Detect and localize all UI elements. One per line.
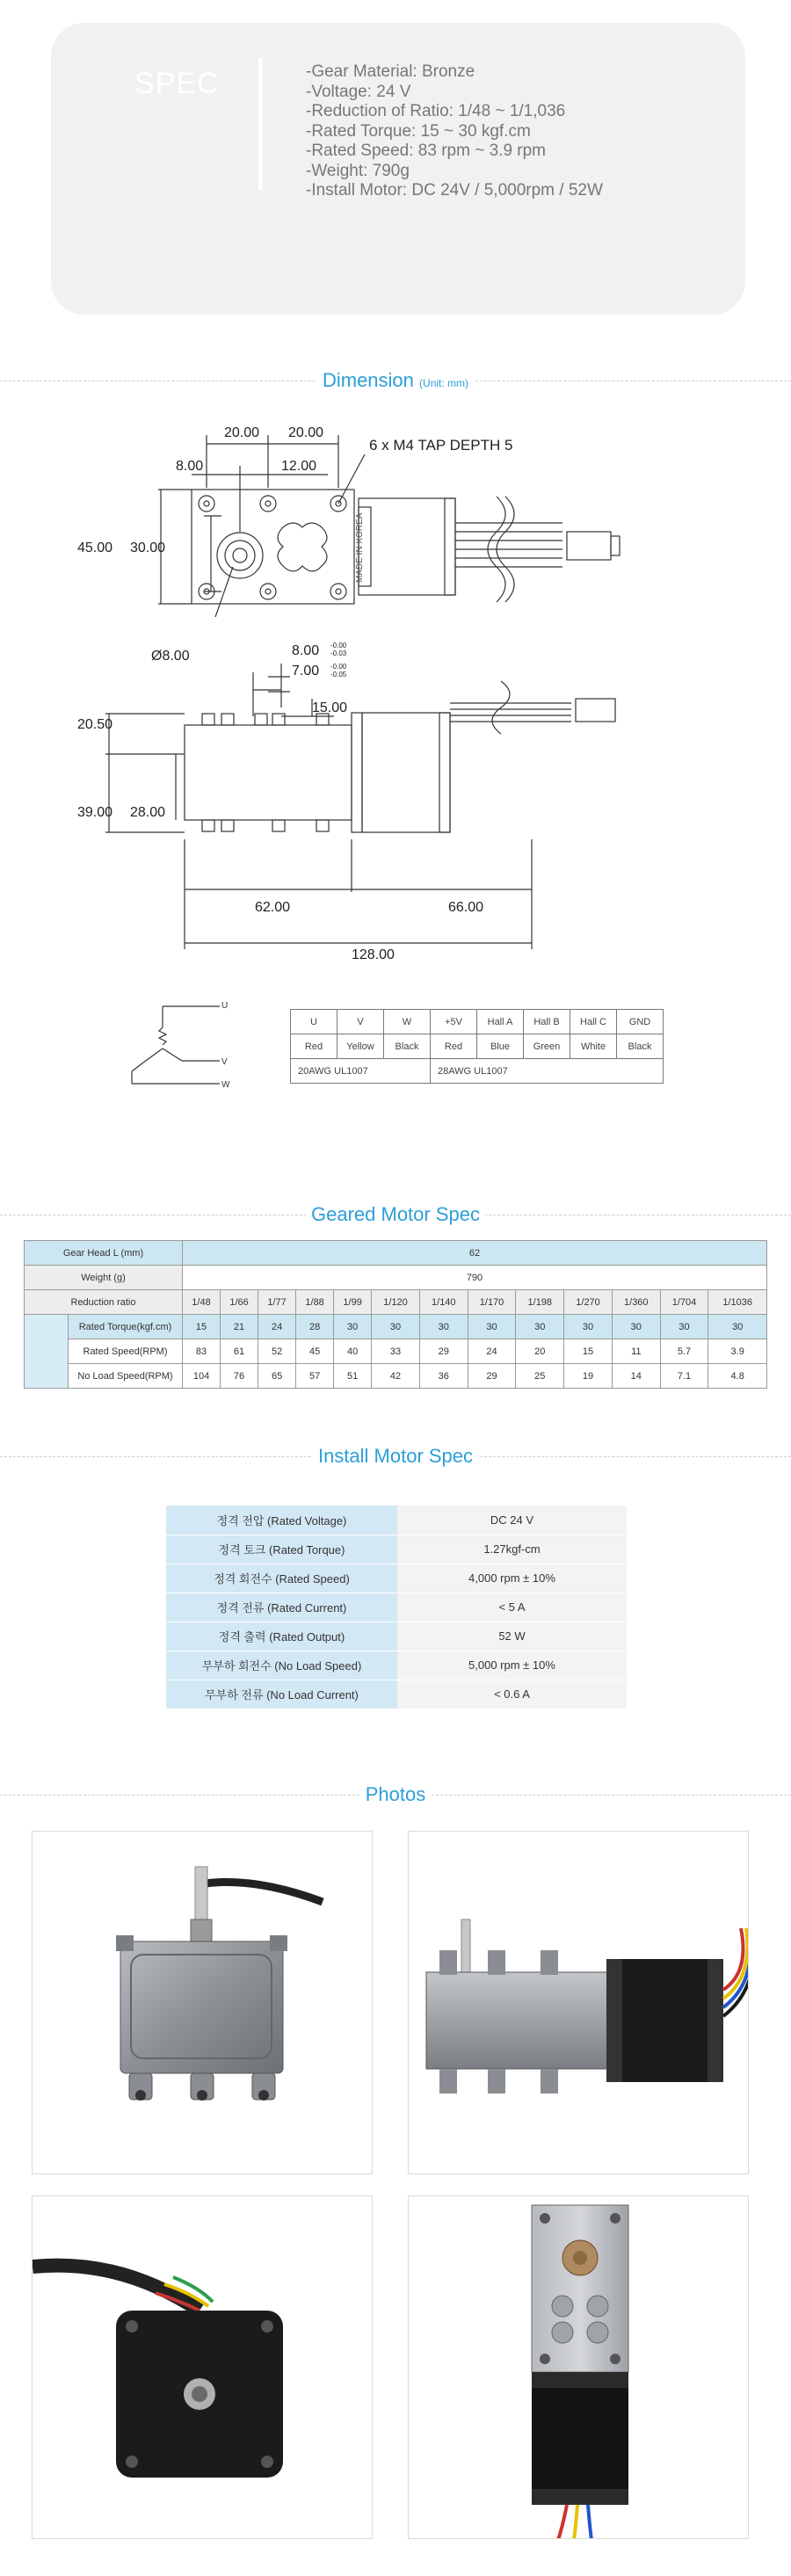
dim-12: 12.00 <box>281 459 317 474</box>
dimension-unit: (Unit: mm) <box>419 377 469 389</box>
winding-schematic <box>114 998 237 1090</box>
table-cell: 30 <box>468 1315 516 1339</box>
table-cell: 14 <box>612 1364 660 1389</box>
wiring-color-row <box>291 1034 664 1059</box>
gearmotor-top-image <box>409 2196 748 2538</box>
install-value: 5,000 rpm ± 10% <box>397 1651 627 1680</box>
ratio-cell: 1/170 <box>468 1290 516 1315</box>
ratio-cell: 1/120 <box>372 1290 420 1315</box>
row-label: Rated Torque(kgf.cm) <box>69 1315 183 1339</box>
install-value: < 5 A <box>397 1593 627 1622</box>
photos-heading <box>0 1781 791 1808</box>
table-cell: 28 <box>296 1315 334 1339</box>
row-label: Rated Speed(RPM) <box>69 1339 183 1364</box>
winding-u: U <box>221 1001 229 1011</box>
wiring-table <box>290 1009 664 1084</box>
ratio-cell: 1/1036 <box>708 1290 767 1315</box>
install-value: 4,000 rpm ± 10% <box>397 1564 627 1593</box>
dimension-heading <box>0 367 791 394</box>
dimension-drawing <box>53 400 633 1015</box>
install-title: Install Motor Spec <box>313 1443 478 1469</box>
ratio-cell: 1/704 <box>660 1290 708 1315</box>
dim-phi8: Ø8.00 <box>151 649 190 664</box>
table-cell: 33 <box>372 1339 420 1364</box>
install-value: < 0.6 A <box>397 1680 627 1709</box>
table-row <box>166 1593 627 1622</box>
ratio-label: Reduction ratio <box>25 1290 183 1315</box>
dim-key7-tol-dn: -0.05 <box>330 671 347 678</box>
table-cell: 29 <box>468 1364 516 1389</box>
dim-128: 128.00 <box>352 947 395 962</box>
table-cell: 104 <box>183 1364 221 1389</box>
table-row <box>166 1506 627 1535</box>
table-row <box>166 1680 627 1709</box>
product-photo-motor-rear <box>32 2195 373 2539</box>
install-key: 정격 회전수 (Rated Speed) <box>166 1564 397 1593</box>
table-cell: 24 <box>468 1339 516 1364</box>
weight-value: 790 <box>183 1266 767 1290</box>
ratio-cell: 1/48 <box>183 1290 221 1315</box>
dim-62: 62.00 <box>255 900 291 915</box>
product-photo-side <box>408 1831 749 2174</box>
ratio-cell: 1/140 <box>419 1290 468 1315</box>
dim-key8: 8.00 <box>292 643 320 658</box>
product-photo-top <box>408 2195 749 2539</box>
table-cell: 51 <box>334 1364 372 1389</box>
wire-header: +5V <box>431 1010 477 1034</box>
gear-head-label: Gear Head L (mm) <box>25 1241 183 1266</box>
made-in-korea: MADE IN KOREA <box>355 512 365 583</box>
row-label: No Load Speed(RPM) <box>69 1364 183 1389</box>
ratio-cell: 1/198 <box>516 1290 564 1315</box>
table-cell: 30 <box>516 1315 564 1339</box>
spec-item: -Weight: 790g <box>306 161 410 180</box>
dim-20-left: 20.00 <box>224 425 260 440</box>
table-cell: 19 <box>564 1364 613 1389</box>
table-row <box>25 1290 767 1315</box>
table-row <box>25 1266 767 1290</box>
spec-item: -Rated Speed: 83 rpm ~ 3.9 rpm <box>306 141 547 160</box>
table-cell: 15 <box>183 1315 221 1339</box>
dim-key7-tol-up: -0.00 <box>330 663 347 671</box>
wire-color: Green <box>524 1034 570 1059</box>
winding-w: W <box>221 1080 230 1090</box>
table-cell: 21 <box>221 1315 258 1339</box>
table-row <box>25 1339 767 1364</box>
wire-header: GND <box>617 1010 664 1034</box>
geared-title: Geared Motor Spec <box>306 1201 485 1228</box>
dim-key7: 7.00 <box>292 664 320 678</box>
install-spec-table <box>166 1506 627 1709</box>
table-cell: 5.7 <box>660 1339 708 1364</box>
gear-head-value: 62 <box>183 1241 767 1266</box>
table-cell: 52 <box>258 1339 296 1364</box>
product-photo-front <box>32 1831 373 2174</box>
table-cell: 3.9 <box>708 1339 767 1364</box>
install-key: 무부하 회전수 (No Load Speed) <box>166 1651 397 1680</box>
dim-20-5: 20.50 <box>77 717 113 732</box>
table-cell: 29 <box>419 1339 468 1364</box>
spec-list <box>306 62 603 201</box>
spec-item: -Install Motor: DC 24V / 5,000rpm / 52W <box>306 181 603 200</box>
gearbox-face <box>192 490 354 604</box>
wire-color: Red <box>431 1034 477 1059</box>
wire-gauge-right: 28AWG UL1007 <box>431 1059 664 1084</box>
wire-header: V <box>337 1010 384 1034</box>
spec-item: -Gear Material: Bronze <box>306 62 475 81</box>
geared-spec-table <box>24 1240 767 1389</box>
wire-header: Hall C <box>570 1010 617 1034</box>
wire-color: Red <box>291 1034 337 1059</box>
table-cell: 30 <box>419 1315 468 1339</box>
table-row <box>166 1564 627 1593</box>
ratio-cell: 1/77 <box>258 1290 296 1315</box>
table-cell: 20 <box>516 1339 564 1364</box>
table-row <box>166 1651 627 1680</box>
table-cell: 57 <box>296 1364 334 1389</box>
table-cell: 30 <box>660 1315 708 1339</box>
motor-rear-image <box>33 2196 372 2538</box>
table-cell: 30 <box>612 1315 660 1339</box>
table-row <box>166 1622 627 1651</box>
ratio-cell: 1/66 <box>221 1290 258 1315</box>
table-cell: 30 <box>564 1315 613 1339</box>
dim-8: 8.00 <box>176 459 204 474</box>
table-cell: 36 <box>419 1364 468 1389</box>
spec-item: -Voltage: 24 V <box>306 82 411 101</box>
gearbox-front-image <box>33 1832 372 2173</box>
wire-header: Hall A <box>477 1010 524 1034</box>
table-cell: 76 <box>221 1364 258 1389</box>
dim-66: 66.00 <box>448 900 484 915</box>
spec-title: SPEC <box>134 67 220 100</box>
wiring-gauge-row <box>291 1059 664 1084</box>
wire-header: W <box>384 1010 431 1034</box>
spec-divider <box>258 58 263 190</box>
install-value: 52 W <box>397 1622 627 1651</box>
table-cell: 4.8 <box>708 1364 767 1389</box>
gearmotor-side-image <box>409 1832 748 2173</box>
dim-30: 30.00 <box>130 541 166 555</box>
table-cell: 83 <box>183 1339 221 1364</box>
install-heading <box>0 1443 791 1469</box>
table-cell: 30 <box>334 1315 372 1339</box>
table-row <box>25 1364 767 1389</box>
table-cell: 45 <box>296 1339 334 1364</box>
table-cell: 30 <box>708 1315 767 1339</box>
dim-key8-tol-up: -0.00 <box>330 642 347 649</box>
table-cell: 24 <box>258 1315 296 1339</box>
install-key: 정격 출력 (Rated Output) <box>166 1622 397 1651</box>
wire-color: White <box>570 1034 617 1059</box>
table-row <box>25 1241 767 1266</box>
geared-heading <box>0 1201 791 1228</box>
table-cell: 40 <box>334 1339 372 1364</box>
table-cell: 42 <box>372 1364 420 1389</box>
table-row <box>25 1315 767 1339</box>
table-cell: 25 <box>516 1364 564 1389</box>
table-cell: 61 <box>221 1339 258 1364</box>
table-row <box>166 1535 627 1564</box>
wire-color: Black <box>617 1034 664 1059</box>
wire-header: U <box>291 1010 337 1034</box>
table-cell: 11 <box>612 1339 660 1364</box>
dimension-title: Dimension <box>322 369 414 391</box>
dim-28: 28.00 <box>130 805 166 820</box>
install-key: 무부하 전류 (No Load Current) <box>166 1680 397 1709</box>
dim-45: 45.00 <box>77 541 113 555</box>
dim-15: 15.00 <box>312 700 348 715</box>
install-key: 정격 전압 (Rated Voltage) <box>166 1506 397 1535</box>
dimension-drawing-svg <box>53 400 633 1015</box>
install-value: 1.27kgf-cm <box>397 1535 627 1564</box>
gearbox-side <box>185 725 352 820</box>
table-cell: 65 <box>258 1364 296 1389</box>
spec-item: -Reduction of Ratio: 1/48 ~ 1/1,036 <box>306 102 566 120</box>
spec-item: -Rated Torque: 15 ~ 30 kgf.cm <box>306 121 531 141</box>
table-cell: 15 <box>564 1339 613 1364</box>
photos-title: Photos <box>360 1781 432 1808</box>
table-cell: 7.1 <box>660 1364 708 1389</box>
wire-color: Black <box>384 1034 431 1059</box>
table-cell: 30 <box>372 1315 420 1339</box>
dim-key8-tol-dn: -0.03 <box>330 649 347 657</box>
install-value: DC 24 V <box>397 1506 627 1535</box>
winding-v: V <box>221 1057 228 1067</box>
wire-color: Blue <box>477 1034 524 1059</box>
row-group-marker <box>25 1315 69 1389</box>
ratio-cell: 1/88 <box>296 1290 334 1315</box>
weight-label: Weight (g) <box>25 1266 183 1290</box>
dim-20-right: 20.00 <box>288 425 324 440</box>
spec-card <box>51 23 745 315</box>
wire-gauge-left: 20AWG UL1007 <box>291 1059 431 1084</box>
dim-39: 39.00 <box>77 805 113 820</box>
dim-tap: 6 x M4 TAP DEPTH 5 <box>369 437 513 454</box>
ratio-cell: 1/270 <box>564 1290 613 1315</box>
wire-header: Hall B <box>524 1010 570 1034</box>
wire-color: Yellow <box>337 1034 384 1059</box>
install-key: 정격 토크 (Rated Torque) <box>166 1535 397 1564</box>
wiring-header-row <box>291 1010 664 1034</box>
ratio-cell: 1/99 <box>334 1290 372 1315</box>
install-key: 정격 전류 (Rated Current) <box>166 1593 397 1622</box>
ratio-cell: 1/360 <box>612 1290 660 1315</box>
